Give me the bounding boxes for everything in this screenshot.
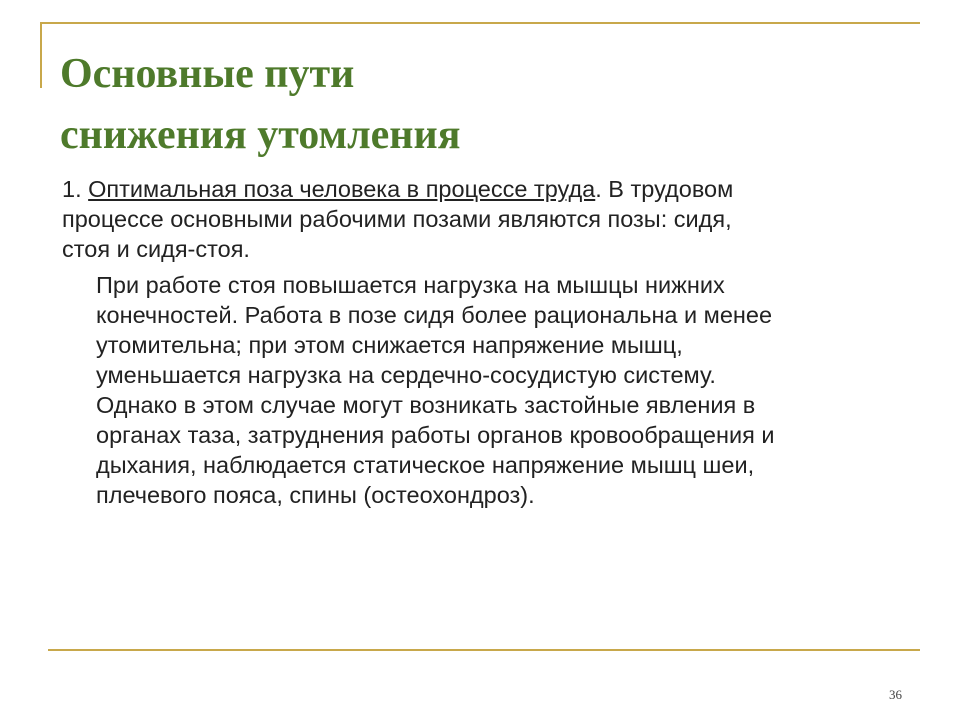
list-item-1 — [62, 174, 922, 264]
paragraph-line-5: органах таза, затруднения работы органов кровообращения и — [96, 422, 775, 448]
title-line-2: снижения утомления — [60, 112, 461, 158]
paragraph-line-2: утомительна; при этом снижается напряжение мышц, — [96, 332, 683, 358]
paragraph-line-0: При работе стоя повышается нагрузка на мышцы нижних — [96, 272, 725, 298]
frame-bottom-line — [48, 649, 920, 651]
body-paragraph — [62, 270, 922, 510]
paragraph-line-4: Однако в этом случае могут возникать застойные явления в — [96, 392, 756, 418]
paragraph-line-3: уменьшается нагрузка на сердечно-сосудистую систему. — [96, 362, 716, 388]
frame-left-line — [40, 22, 42, 88]
frame-top-line — [40, 22, 920, 24]
item-heading: Оптимальная поза человека в процессе труда — [88, 176, 596, 202]
slide-content — [62, 174, 922, 510]
item-line-1: процессе основными рабочими позами являются позы: сидя, — [62, 206, 732, 232]
list-item-first-line — [62, 174, 922, 204]
paragraph-line-1: конечностей. Работа в позе сидя более рациональна и менее — [96, 302, 773, 328]
page-number: 36 — [889, 687, 902, 702]
title-line-1: Основные пути — [60, 51, 355, 97]
item-line-2: стоя и сидя-стоя. — [62, 236, 250, 262]
item-line-0: . В трудовом — [595, 176, 734, 202]
item-number: 1. — [62, 176, 82, 202]
paragraph-line-6: дыхания, наблюдается статическое напряжение мышц шеи, — [96, 452, 755, 478]
slide-title — [60, 44, 460, 166]
paragraph-line-7: плечевого пояса, спины (остеохондроз). — [96, 482, 535, 508]
